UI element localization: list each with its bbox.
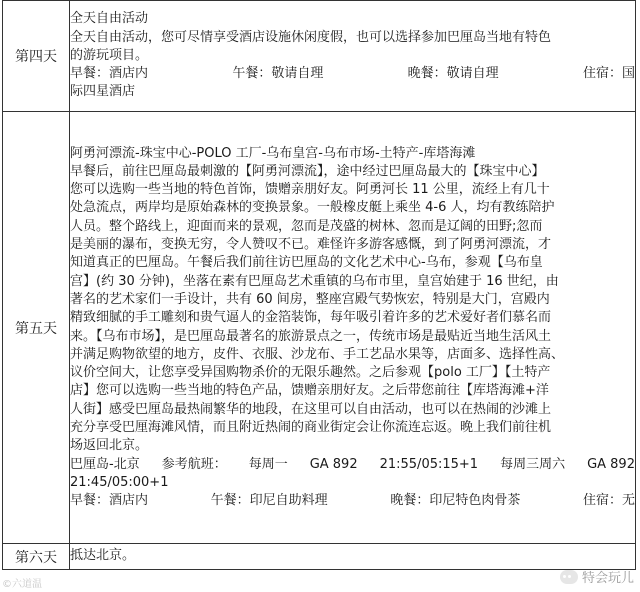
day5-line: 早餐后，前往巴厘岛最刺激的【阿勇河漂流】，途中经过巴厘岛最大的【珠宝中心】	[70, 163, 545, 179]
day4-dinner: 晚餐：敬请自理	[407, 66, 499, 82]
day5-line: 您可以选购一些当地的特色首饰，馈赠亲朋好友。阿勇河长 11 公里，流经上有几十	[70, 182, 550, 198]
day5-line: 议价空间大，让您享受异国购物杀价的无限乐趣然。之后参观【polo 工厂】【土特产	[70, 365, 551, 381]
day5-line: 处急流点，两岸均是原始森林的变换景象。一般橡皮艇上乘坐 4-6 人，均有教练陪护	[70, 200, 555, 216]
day5-label: 第五天	[3, 112, 70, 544]
day4-desc-line1: 全天自由活动，您可尽情享受酒店设施休闲度假，也可以选择参加巴厘岛当地有特色	[70, 29, 552, 45]
day5-line: 人街】感受巴厘岛最热闹繁华的地段，在这里可以自由活动，也可以在热闹的沙滩上	[70, 401, 552, 417]
day5-line: 充分享受巴厘海滩风情，而且附近热闹的商业街定会让你流连忘返。晚上我们前往机	[70, 419, 552, 435]
day5-line: 精致细腻的手工雕刻和贵气逼人的金箔装饰，每年吸引着许多的艺术爱好者们慕名而	[70, 310, 552, 326]
day5-lunch: 午餐：印尼自助料理	[210, 493, 328, 509]
day5-line: 来。【乌布市场】，是巴厘岛最著名的旅游景点之一，传统市场是最贴近当地生活风土	[70, 328, 552, 344]
day4-title: 全天自由活动	[70, 11, 149, 27]
flight-b-days: 每周三周六	[500, 456, 566, 472]
day4-lunch: 午餐：敬请自理	[232, 66, 324, 82]
day5-meals	[70, 492, 635, 510]
watermark-right	[560, 567, 634, 586]
day5-breakfast: 早餐：酒店内	[70, 493, 149, 509]
flight-route: 巴厘岛-北京	[70, 456, 140, 472]
day5-line: 人员。整个路线上，迎面而来的景观，忽而是茂盛的树林、忽而是辽阔的田野;忽而	[70, 218, 543, 234]
day5-content	[70, 112, 636, 544]
watermark-left: ©六道温	[2, 579, 42, 590]
day5-line: 宫】(约 30 分钟)，坐落在素有巴厘岛艺术重镇的乌布市里，皇宫始建于 16 世纪，由	[70, 273, 559, 289]
day5-stay: 住宿：无	[582, 493, 635, 509]
day5-line: 是美丽的瀑布，变换无穷，令人赞叹不已。难怪许多游客感慨，到了阿勇河漂流，才	[70, 237, 552, 253]
day4-breakfast: 早餐：酒店内	[70, 66, 149, 82]
day5-line: 店】您可以选购一些当地的特色产品，馈赠亲朋好友。之后带您前往【库塔海滩+洋	[70, 383, 549, 399]
day4-label: 第四天	[3, 1, 70, 112]
flight-a-days: 每周一	[248, 456, 288, 472]
wechat-icon	[560, 570, 578, 584]
day5-line: 知道真正的巴厘岛。午餐后我们前往访巴厘岛的文化艺术中心-乌布，参观【乌布皇	[70, 255, 543, 271]
flight-a-number: GA 892	[309, 456, 358, 472]
day5-flight-line1	[70, 456, 635, 474]
day5-line: 并满足购物欲望的地方，皮件、衣服、沙龙布、手工艺品水果等，店面多、选择性高、	[70, 346, 565, 362]
watermark-right-text: 特会玩儿	[581, 571, 634, 586]
day4-stay-line1: 住宿：国	[582, 66, 635, 82]
day4-stay-line2: 际四星酒店	[70, 84, 136, 100]
day5-line: 场返回北京。	[70, 438, 149, 454]
flight-ref-label: 参考航班：	[161, 456, 227, 472]
flight-b-number: GA 892	[587, 456, 635, 472]
day4-content	[70, 1, 636, 112]
day4-meals	[70, 65, 635, 83]
day5-line: 著名的艺术家们一手设计，共有 60 间房，整座宫殿气势恢宏，特别是大门，宫殿内	[70, 291, 550, 307]
day6-label: 第六天	[3, 544, 70, 570]
flight-b-time: 21:45/05:00+1	[70, 474, 169, 490]
day4-desc-line2: 的游玩项目。	[70, 47, 149, 63]
day6-row	[3, 544, 636, 570]
day5-row	[3, 112, 636, 544]
flight-a-time: 21:55/05:15+1	[379, 456, 479, 472]
day4-row	[3, 1, 636, 112]
day6-text: 抵达北京。	[70, 548, 136, 564]
day5-dinner: 晚餐：印尼特色肉骨茶	[390, 493, 521, 509]
itinerary-table	[2, 0, 636, 570]
day5-line: 阿勇河漂流-珠宝中心-POLO 工厂-乌布皇宫-乌布市场-土特产-库塔海滩	[70, 145, 476, 161]
day6-content	[70, 544, 636, 570]
